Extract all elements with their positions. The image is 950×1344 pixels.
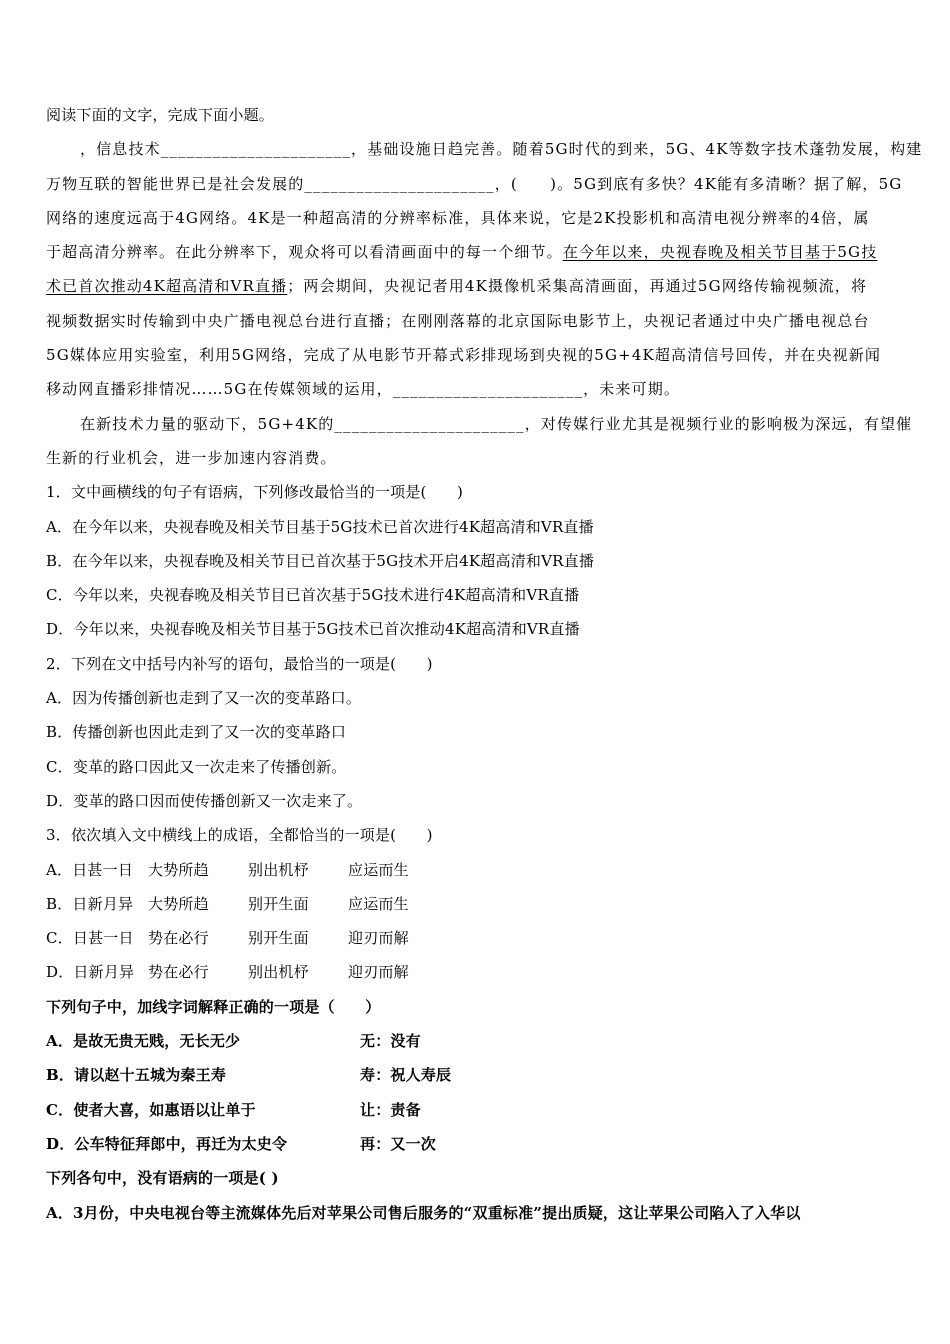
idiom: D．日新月异: [46, 963, 135, 982]
idiom: 别开生面: [248, 894, 309, 913]
passage-line-4: [46, 235, 908, 269]
passage-line-1: ，信息技术______________________，基础设施日趋完善。随着5G时代的到来，5G、4K等数字技术蓬勃发展，构建: [80, 140, 923, 159]
q1-option-d: D．今年以来，央视春晚及相关节目基于5G技术已首次推动4K超高清和VR直播: [46, 620, 580, 639]
idiom: 势在必行: [148, 929, 209, 948]
question-1-stem: 1．文中画横线的句子有语病，下列修改最恰当的一项是( ): [46, 483, 464, 502]
idiom: C．日甚一日: [46, 929, 134, 948]
q1-option-a: A．在今年以来，央视春晚及相关节目基于5G技术已首次进行4K超高清和VR直播: [46, 517, 594, 536]
idiom: 别开生面: [248, 929, 309, 948]
q3-option-b: [46, 887, 908, 921]
passage-line-6: 视频数据实时传输到中央广播电视总台进行直播；在刚刚落幕的北京国际电影节上，央视记者通过中央广播电视总台: [46, 311, 870, 330]
underlined-sentence-part-2: 术已首次推动4K超高清和VR直播: [46, 277, 288, 296]
q4-option-a: [46, 1024, 908, 1058]
q4-option-c: [46, 1093, 908, 1127]
passage-line-3: 网络的速度远高于4G网络。4K是一种超高清的分辨率标准，具体来说，它是2K投影机和高清电视分辨率的4倍，属: [46, 208, 870, 227]
option-sentence: A．是故无贵无贱，无长无少: [46, 1032, 241, 1051]
passage-line-7: 5G媒体应用实验室，利用5G网络，完成了从电影节开幕式彩排现场到央视的5G+4K超高清信号回传，并在央视新闻: [46, 346, 881, 365]
idiom: B．日新月异: [46, 894, 134, 913]
idiom: 别出机杼: [248, 963, 309, 982]
q4-option-b: [46, 1058, 908, 1092]
passage-line-5: [46, 269, 908, 303]
q3-option-d: [46, 955, 908, 989]
intro-text: 阅读下面的文字，完成下面小题。: [46, 106, 275, 124]
document-page: [46, 98, 923, 1230]
idiom: 应运而生: [348, 860, 409, 879]
question-4-stem: 下列句子中，加线字词解释正确的一项是（ ）: [46, 997, 381, 1016]
q1-option-c: C．今年以来，央视春晚及相关节目已首次基于5G技术进行4K超高清和VR直播: [46, 586, 580, 605]
q3-option-c: [46, 921, 908, 955]
q2-option-c: C．变革的路口因此又一次走来了传播创新。: [46, 757, 347, 776]
option-sentence: D．公车特征拜郎中，再迁为太史令: [46, 1134, 288, 1153]
question-2-stem: 2．下列在文中括号内补写的语句，最恰当的一项是( ): [46, 654, 433, 673]
q4-option-d: [46, 1127, 908, 1161]
idiom: A．日甚一日: [46, 860, 134, 879]
idiom: 大势所趋: [148, 860, 209, 879]
passage-line-2: 万物互联的智能世界已是社会发展的______________________，( )。5G到底有多快？4K能有多清晰？据了解，5G: [46, 174, 903, 193]
question-5-stem: 下列各句中，没有语病的一项是( ): [46, 1169, 279, 1188]
idiom: 大势所趋: [148, 894, 209, 913]
q2-option-b: B．传播创新也因此走到了又一次的变革路口: [46, 723, 347, 742]
idiom: 别出机杼: [248, 860, 309, 879]
underlined-sentence-part-1: 在今年以来，央视春晚及相关节目基于5G技: [562, 243, 878, 262]
option-sentence: B．请以赵十五城为秦王寿: [46, 1066, 227, 1085]
question-3-stem: 3．依次填入文中横线上的成语，全都恰当的一项是( ): [46, 826, 433, 845]
passage-text: ；两会期间，央视记者用4K摄像机采集高清画面，再通过5G网络传输视频流，将: [287, 277, 868, 296]
passage-line-10: 生新的行业机会，进一步加速内容消费。: [46, 448, 337, 467]
idiom: 迎刃而解: [348, 963, 409, 982]
option-explanation: 无：没有: [360, 1032, 421, 1051]
idiom: 迎刃而解: [348, 929, 409, 948]
option-explanation: 再：又一次: [360, 1134, 437, 1153]
idiom: 应运而生: [348, 894, 409, 913]
q1-option-b: B．在今年以来，央视春晚及相关节目已首次基于5G技术开启4K超高清和VR直播: [46, 551, 595, 570]
q3-option-a: [46, 853, 908, 887]
passage-line-9: 在新技术力量的驱动下，5G+4K的______________________，对传媒行业尤其是视频行业的影响极为深远，有望催: [80, 414, 913, 433]
option-explanation: 寿：祝人寿辰: [360, 1066, 452, 1085]
option-explanation: 让：责备: [360, 1100, 421, 1119]
passage-line-8: 移动网直播彩排情况……5G在传媒领域的运用，______________________，未来可期。: [46, 380, 681, 399]
passage-text: 于超高清分辨率。在此分辨率下，观众将可以看清画面中的每一个细节。: [46, 243, 563, 262]
q2-option-a: A．因为传播创新也走到了又一次的变革路口。: [46, 689, 362, 708]
q5-option-a: A．3月份，中央电视台等主流媒体先后对苹果公司售后服务的“双重标准”提出质疑，这让苹果公司陷入了入华以: [46, 1203, 801, 1222]
q2-option-d: D．变革的路口因而使传播创新又一次走来了。: [46, 791, 363, 810]
idiom: 势在必行: [148, 963, 209, 982]
option-sentence: C．使者大喜，如惠语以让单于: [46, 1100, 256, 1119]
